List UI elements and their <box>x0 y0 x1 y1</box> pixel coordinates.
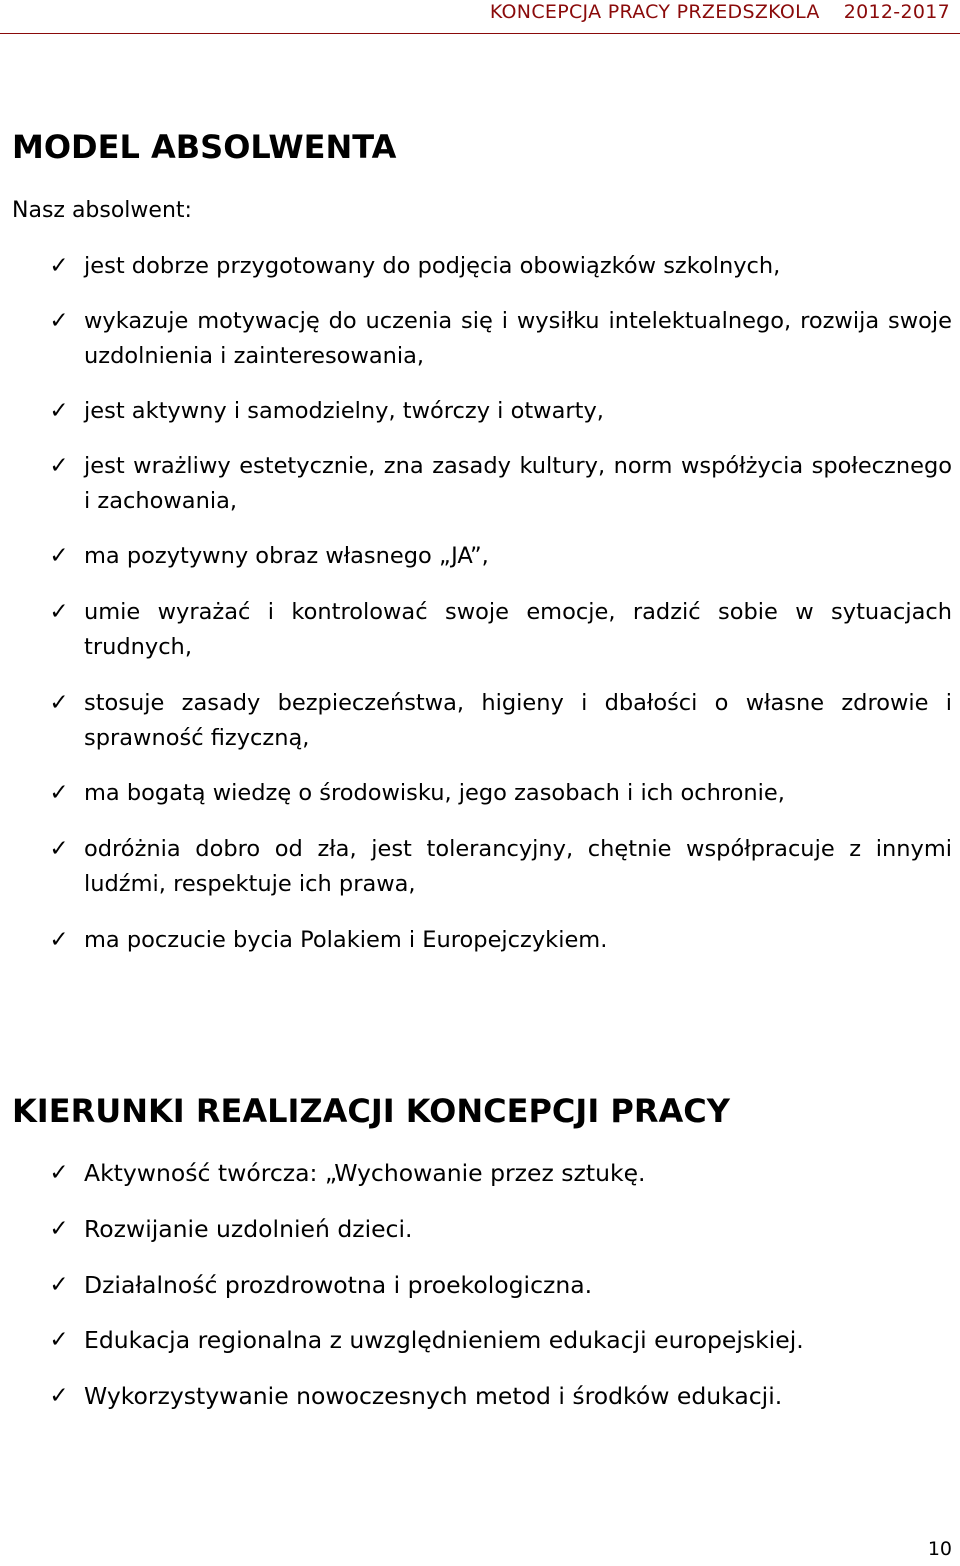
checkmark-icon: ✓ <box>49 690 69 716</box>
intro-text: Nasz absolwent: <box>12 198 192 223</box>
checkmark-icon: ✓ <box>49 543 69 569</box>
list-item-text: wykazuje motywację do uczenia się i wysiłku intelektualnego, rozwija swoje uzdolnienia i zainteresowania, <box>84 308 952 369</box>
checkmark-icon: ✓ <box>49 308 69 334</box>
list-item-text: odróżnia dobro od zła, jest tolerancyjny, chętnie współpracuje z innymi ludźmi, respektuje ich prawa, <box>84 836 952 897</box>
checkmark-icon: ✓ <box>49 780 69 806</box>
running-header-years: 2012-2017 <box>843 1 950 23</box>
checkmark-icon: ✓ <box>49 1272 69 1298</box>
checkmark-icon: ✓ <box>49 253 69 279</box>
list-item-text: Działalność prozdrowotna i proekologiczna. <box>84 1271 593 1299</box>
list-item-text: Rozwijanie uzdolnień dzieci. <box>84 1215 413 1243</box>
list-item-text: jest aktywny i samodzielny, twórczy i otwarty, <box>84 398 604 424</box>
checkmark-icon: ✓ <box>49 453 69 479</box>
running-header-text <box>490 0 950 24</box>
page-number: 10 <box>927 1538 952 1560</box>
running-header <box>0 0 960 34</box>
section-title-model-absolwenta: MODEL ABSOLWENTA <box>12 128 397 166</box>
checkmark-icon: ✓ <box>49 927 69 953</box>
list-item-text: stosuje zasady bezpieczeństwa, higieny i dbałości o własne zdrowie i sprawność fizyczną, <box>84 690 952 751</box>
list-item-text: jest dobrze przygotowany do podjęcia obowiązków szkolnych, <box>84 253 781 279</box>
list-item-text: Edukacja regionalna z uwzględnieniem edukacji europejskiej. <box>84 1326 804 1354</box>
checkmark-icon: ✓ <box>49 1383 69 1409</box>
list-item-text: Wykorzystywanie nowoczesnych metod i środków edukacji. <box>84 1382 783 1410</box>
list-item-text: umie wyrażać i kontrolować swoje emocje, radzić sobie w sytuacjach trudnych, <box>84 599 952 660</box>
checkmark-icon: ✓ <box>49 398 69 424</box>
list-item-text: ma poczucie bycia Polakiem i Europejczykiem. <box>84 927 608 953</box>
checkmark-icon: ✓ <box>49 1216 69 1242</box>
checkmark-icon: ✓ <box>49 836 69 862</box>
checkmark-icon: ✓ <box>49 599 69 625</box>
list-item-text: ma bogatą wiedzę o środowisku, jego zasobach i ich ochronie, <box>84 780 785 806</box>
section-title-kierunki-realizacji: KIERUNKI REALIZACJI KONCEPCJI PRACY <box>12 1092 730 1130</box>
running-header-title: KONCEPCJA PRACY PRZEDSZKOLA <box>489 1 820 23</box>
checkmark-icon: ✓ <box>49 1160 69 1186</box>
list-item-text: jest wrażliwy estetycznie, zna zasady kultury, norm współżycia społecznego i zachowania, <box>84 453 952 514</box>
list-item-text: Aktywność twórcza: „Wychowanie przez sztukę. <box>84 1159 646 1187</box>
checkmark-icon: ✓ <box>49 1327 69 1353</box>
list-item-text: ma pozytywny obraz własnego „JA”, <box>84 543 489 569</box>
